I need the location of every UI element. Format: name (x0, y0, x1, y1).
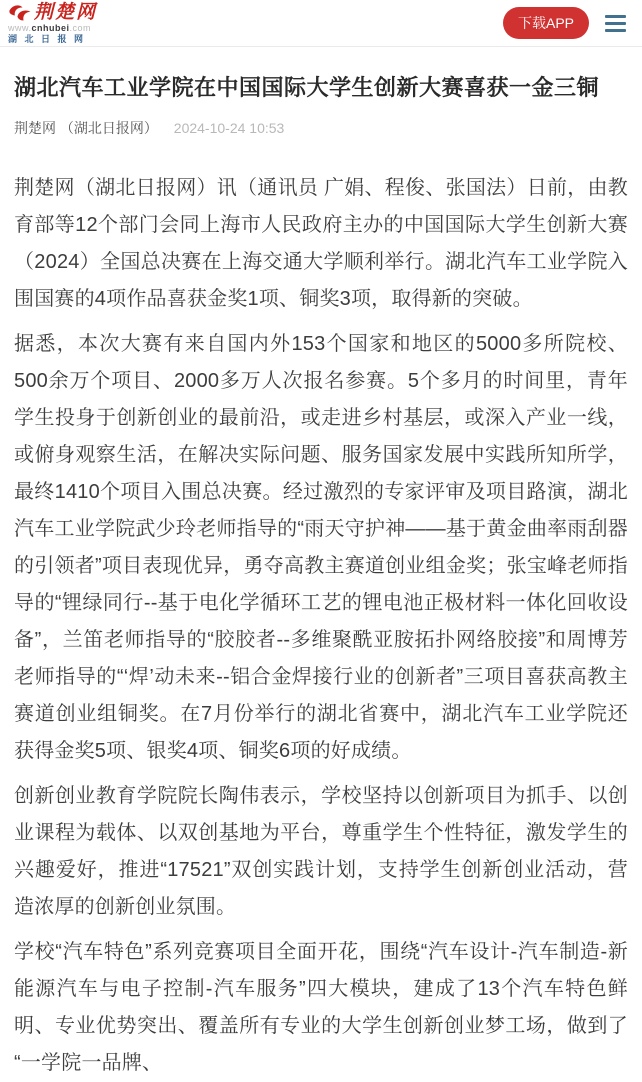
article-title: 湖北汽车工业学院在中国国际大学生创新大赛喜获一金三铜 (14, 75, 600, 100)
domain-suffix: .com (69, 22, 92, 33)
download-app-button[interactable]: 下载APP (503, 7, 589, 39)
paragraph: 创新创业教育学院院长陶伟表示，学校坚持以创新项目为抓手、以创业课程为载体、以双创基地为平台，尊重学生个性特征，激发学生的兴趣爱好，推进“17521”双创实践计划，支持学生创新创业活动，营造浓厚的创新创业氛围。 (14, 785, 628, 918)
byline (14, 118, 628, 138)
paragraph: 学校“汽车特色”系列竞赛项目全面开花，围绕“汽车设计-汽车制造-新能源汽车与电子控制-汽车服务”四大模块，建成了13个汽车特色鲜明、专业优势突出、覆盖所有专业的大学生创新创业梦工场，做到了“一学院一品牌、 (14, 941, 628, 1074)
logo-domain (8, 24, 97, 33)
paragraph: 荆楚网（湖北日报网）讯（通讯员 广娟、程俊、张国法）日前，由教育部等12个部门会同上海市人民政府主办的中国国际大学生创新大赛（2024）全国总决赛在上海交通大学顺利举行。湖北汽车工业学院入围国赛的4项作品喜获金奖1项、铜奖3项，取得新的突破。 (14, 177, 628, 310)
site-name: 湖北日报网 (8, 33, 91, 44)
article (0, 72, 642, 1082)
article-body (14, 170, 628, 1082)
article-source: 荆楚网 （湖北日报网） (14, 120, 158, 136)
site-header (0, 0, 642, 47)
publish-time: 2024-10-24 10:53 (173, 120, 285, 136)
domain-core: cnhubei (31, 22, 70, 33)
hamburger-menu-icon[interactable] (605, 12, 626, 34)
brand-name: 荆楚网 (34, 1, 98, 23)
logo-bird-icon (8, 3, 32, 22)
site-logo[interactable] (8, 3, 97, 44)
domain-prefix: www. (8, 22, 32, 33)
paragraph: 据悉，本次大赛有来自国内外153个国家和地区的5000多所院校、500余万个项目、2000多万人次报名参赛。5个多月的时间里，青年学生投身于创新创业的最前沿，或走进乡村基层，或深入产业一线，或俯身观察生活，在解决实际问题、服务国家发展中实践所知所学，最终1410个项目入围总决赛。经过激烈的专家评审及项目路演，湖北汽车工业学院武少玲老师指导的“雨天守护神——基于黄金曲率雨刮器的引领者”项目表现优异，勇夺高教主赛道创业组金奖；张宝峰老师指导的“锂绿同行--基于电化学循环工艺的锂电池正极材料一体化回收设备”，兰笛老师指导的“胶胶者--多维聚酰亚胺拓扑网络胶接”和周博芳老师指导的“‘焊’动未来--铝合金焊接行业的创新者”三项目喜获高教主赛道创业组铜奖。在7月份举行的湖北省赛中，湖北汽车工业学院还获得金奖5项、银奖4项、铜奖6项的好成绩。 (14, 333, 628, 762)
